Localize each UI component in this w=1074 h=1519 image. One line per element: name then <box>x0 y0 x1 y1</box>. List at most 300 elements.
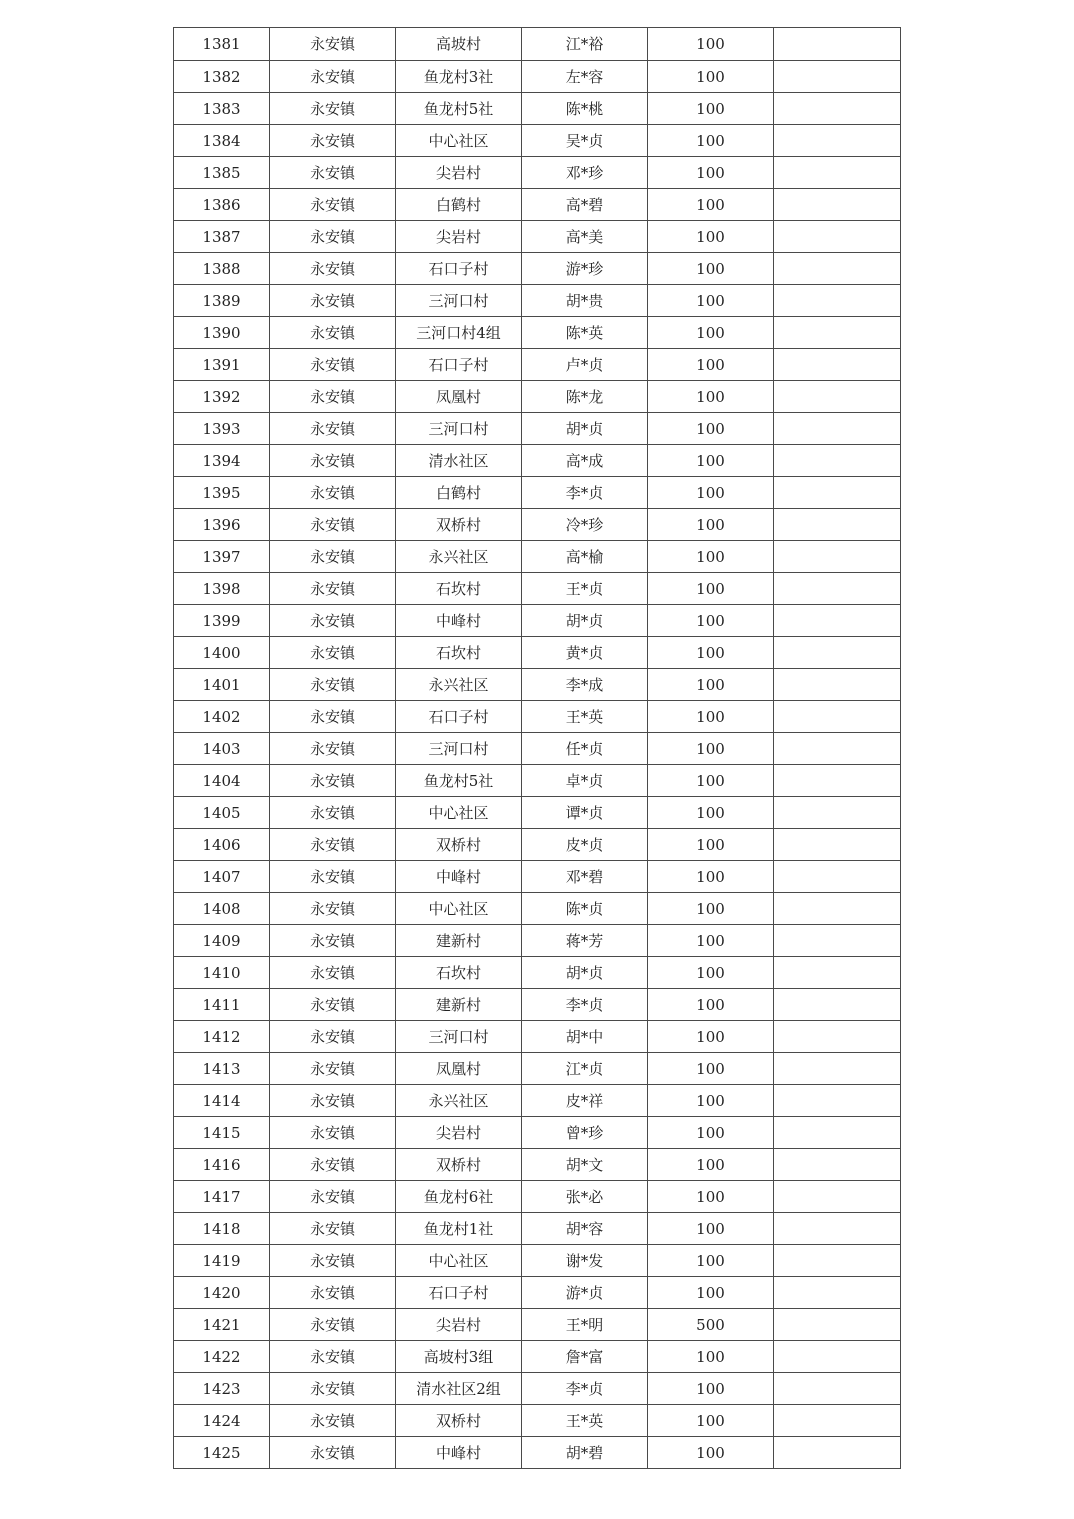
remark-cell <box>774 349 901 381</box>
town-cell: 永安镇 <box>270 925 396 957</box>
amount-cell: 500 <box>648 1309 774 1341</box>
amount-cell: 100 <box>648 1085 774 1117</box>
village-cell: 高坡村 <box>396 28 522 61</box>
village-cell: 鱼龙村5社 <box>396 765 522 797</box>
village-cell: 高坡村3组 <box>396 1341 522 1373</box>
serial-number-cell: 1394 <box>174 445 270 477</box>
table-row <box>174 637 901 669</box>
village-cell: 鱼龙村1社 <box>396 1213 522 1245</box>
person-name-cell: 江*裕 <box>522 28 648 61</box>
remark-cell <box>774 253 901 285</box>
serial-number-cell: 1398 <box>174 573 270 605</box>
remark-cell <box>774 541 901 573</box>
serial-number-cell: 1395 <box>174 477 270 509</box>
remark-cell <box>774 189 901 221</box>
serial-number-cell: 1415 <box>174 1117 270 1149</box>
table-row <box>174 925 901 957</box>
amount-cell: 100 <box>648 1373 774 1405</box>
serial-number-cell: 1393 <box>174 413 270 445</box>
table-row <box>174 605 901 637</box>
village-cell: 三河口村4组 <box>396 317 522 349</box>
serial-number-cell: 1396 <box>174 509 270 541</box>
serial-number-cell: 1405 <box>174 797 270 829</box>
person-name-cell: 高*榆 <box>522 541 648 573</box>
serial-number-cell: 1409 <box>174 925 270 957</box>
village-cell: 中心社区 <box>396 797 522 829</box>
person-name-cell: 谭*贞 <box>522 797 648 829</box>
remark-cell <box>774 1021 901 1053</box>
table-row <box>174 1341 901 1373</box>
town-cell: 永安镇 <box>270 509 396 541</box>
amount-cell: 100 <box>648 1405 774 1437</box>
table-row <box>174 93 901 125</box>
remark-cell <box>774 285 901 317</box>
town-cell: 永安镇 <box>270 701 396 733</box>
amount-cell: 100 <box>648 957 774 989</box>
table-row <box>174 509 901 541</box>
amount-cell: 100 <box>648 669 774 701</box>
village-cell: 石口子村 <box>396 701 522 733</box>
village-cell: 鱼龙村5社 <box>396 93 522 125</box>
remark-cell <box>774 317 901 349</box>
village-cell: 三河口村 <box>396 733 522 765</box>
town-cell: 永安镇 <box>270 1149 396 1181</box>
amount-cell: 100 <box>648 221 774 253</box>
table-row <box>174 285 901 317</box>
amount-cell: 100 <box>648 1053 774 1085</box>
town-cell: 永安镇 <box>270 445 396 477</box>
remark-cell <box>774 765 901 797</box>
amount-cell: 100 <box>648 1437 774 1469</box>
person-name-cell: 胡*贞 <box>522 605 648 637</box>
remark-cell <box>774 701 901 733</box>
remark-cell <box>774 861 901 893</box>
remark-cell <box>774 1181 901 1213</box>
remark-cell <box>774 28 901 61</box>
person-name-cell: 谢*发 <box>522 1245 648 1277</box>
village-cell: 石口子村 <box>396 349 522 381</box>
village-cell: 白鹤村 <box>396 189 522 221</box>
person-name-cell: 李*成 <box>522 669 648 701</box>
village-cell: 石口子村 <box>396 253 522 285</box>
table-row <box>174 1117 901 1149</box>
remark-cell <box>774 1309 901 1341</box>
village-cell: 永兴社区 <box>396 669 522 701</box>
table-row <box>174 829 901 861</box>
table-row <box>174 1213 901 1245</box>
town-cell: 永安镇 <box>270 605 396 637</box>
town-cell: 永安镇 <box>270 28 396 61</box>
village-cell: 清水社区 <box>396 445 522 477</box>
town-cell: 永安镇 <box>270 541 396 573</box>
town-cell: 永安镇 <box>270 829 396 861</box>
amount-cell: 100 <box>648 381 774 413</box>
amount-cell: 100 <box>648 605 774 637</box>
amount-cell: 100 <box>648 573 774 605</box>
town-cell: 永安镇 <box>270 1085 396 1117</box>
village-cell: 石坎村 <box>396 637 522 669</box>
village-cell: 石坎村 <box>396 573 522 605</box>
remark-cell <box>774 957 901 989</box>
remark-cell <box>774 829 901 861</box>
village-cell: 尖岩村 <box>396 157 522 189</box>
remark-cell <box>774 1405 901 1437</box>
remark-cell <box>774 1213 901 1245</box>
serial-number-cell: 1390 <box>174 317 270 349</box>
person-name-cell: 陈*英 <box>522 317 648 349</box>
village-cell: 双桥村 <box>396 829 522 861</box>
village-cell: 中心社区 <box>396 125 522 157</box>
amount-cell: 100 <box>648 1277 774 1309</box>
amount-cell: 100 <box>648 157 774 189</box>
amount-cell: 100 <box>648 829 774 861</box>
town-cell: 永安镇 <box>270 189 396 221</box>
village-cell: 尖岩村 <box>396 221 522 253</box>
town-cell: 永安镇 <box>270 1117 396 1149</box>
town-cell: 永安镇 <box>270 413 396 445</box>
village-cell: 凤凰村 <box>396 381 522 413</box>
table-row <box>174 445 901 477</box>
remark-cell <box>774 925 901 957</box>
village-cell: 尖岩村 <box>396 1309 522 1341</box>
remark-cell <box>774 509 901 541</box>
town-cell: 永安镇 <box>270 893 396 925</box>
town-cell: 永安镇 <box>270 1053 396 1085</box>
serial-number-cell: 1386 <box>174 189 270 221</box>
serial-number-cell: 1404 <box>174 765 270 797</box>
amount-cell: 100 <box>648 925 774 957</box>
amount-cell: 100 <box>648 1213 774 1245</box>
table-row <box>174 797 901 829</box>
table-row <box>174 1437 901 1469</box>
person-name-cell: 李*贞 <box>522 477 648 509</box>
table-row <box>174 477 901 509</box>
serial-number-cell: 1400 <box>174 637 270 669</box>
amount-cell: 100 <box>648 93 774 125</box>
serial-number-cell: 1413 <box>174 1053 270 1085</box>
serial-number-cell: 1417 <box>174 1181 270 1213</box>
village-cell: 中心社区 <box>396 893 522 925</box>
village-cell: 中峰村 <box>396 861 522 893</box>
person-name-cell: 吴*贞 <box>522 125 648 157</box>
village-cell: 三河口村 <box>396 413 522 445</box>
remark-cell <box>774 1053 901 1085</box>
table-row <box>174 1277 901 1309</box>
village-cell: 双桥村 <box>396 509 522 541</box>
table-row <box>174 861 901 893</box>
remark-cell <box>774 1277 901 1309</box>
town-cell: 永安镇 <box>270 285 396 317</box>
amount-cell: 100 <box>648 701 774 733</box>
table-row <box>174 413 901 445</box>
amount-cell: 100 <box>648 189 774 221</box>
remark-cell <box>774 157 901 189</box>
person-name-cell: 胡*容 <box>522 1213 648 1245</box>
person-name-cell: 邓*碧 <box>522 861 648 893</box>
table-row <box>174 157 901 189</box>
table-row <box>174 1181 901 1213</box>
remark-cell <box>774 477 901 509</box>
remark-cell <box>774 1373 901 1405</box>
serial-number-cell: 1399 <box>174 605 270 637</box>
remark-cell <box>774 1341 901 1373</box>
village-cell: 尖岩村 <box>396 1117 522 1149</box>
remark-cell <box>774 797 901 829</box>
serial-number-cell: 1411 <box>174 989 270 1021</box>
amount-cell: 100 <box>648 477 774 509</box>
remark-cell <box>774 381 901 413</box>
serial-number-cell: 1408 <box>174 893 270 925</box>
person-name-cell: 左*容 <box>522 61 648 93</box>
remark-cell <box>774 61 901 93</box>
person-name-cell: 任*贞 <box>522 733 648 765</box>
serial-number-cell: 1414 <box>174 1085 270 1117</box>
person-name-cell: 陈*龙 <box>522 381 648 413</box>
table-row <box>174 1405 901 1437</box>
person-name-cell: 李*贞 <box>522 1373 648 1405</box>
remark-cell <box>774 413 901 445</box>
remark-cell <box>774 125 901 157</box>
remark-cell <box>774 637 901 669</box>
amount-cell: 100 <box>648 125 774 157</box>
table-row <box>174 893 901 925</box>
amount-cell: 100 <box>648 413 774 445</box>
person-name-cell: 江*贞 <box>522 1053 648 1085</box>
person-name-cell: 张*必 <box>522 1181 648 1213</box>
remark-cell <box>774 1437 901 1469</box>
table-row <box>174 1149 901 1181</box>
serial-number-cell: 1383 <box>174 93 270 125</box>
person-name-cell: 胡*中 <box>522 1021 648 1053</box>
amount-cell: 100 <box>648 61 774 93</box>
remark-cell <box>774 1149 901 1181</box>
person-name-cell: 陈*桃 <box>522 93 648 125</box>
amount-cell: 100 <box>648 317 774 349</box>
table-row <box>174 349 901 381</box>
serial-number-cell: 1425 <box>174 1437 270 1469</box>
amount-cell: 100 <box>648 1181 774 1213</box>
table-row <box>174 1053 901 1085</box>
town-cell: 永安镇 <box>270 861 396 893</box>
amount-cell: 100 <box>648 765 774 797</box>
serial-number-cell: 1403 <box>174 733 270 765</box>
serial-number-cell: 1418 <box>174 1213 270 1245</box>
amount-cell: 100 <box>648 893 774 925</box>
table-row <box>174 989 901 1021</box>
town-cell: 永安镇 <box>270 1405 396 1437</box>
town-cell: 永安镇 <box>270 157 396 189</box>
table-row <box>174 125 901 157</box>
person-name-cell: 曾*珍 <box>522 1117 648 1149</box>
remark-cell <box>774 989 901 1021</box>
person-name-cell: 游*珍 <box>522 253 648 285</box>
person-name-cell: 高*碧 <box>522 189 648 221</box>
town-cell: 永安镇 <box>270 1437 396 1469</box>
remark-cell <box>774 221 901 253</box>
person-name-cell: 胡*文 <box>522 1149 648 1181</box>
table-row <box>174 1373 901 1405</box>
serial-number-cell: 1381 <box>174 28 270 61</box>
serial-number-cell: 1423 <box>174 1373 270 1405</box>
serial-number-cell: 1424 <box>174 1405 270 1437</box>
remark-cell <box>774 733 901 765</box>
amount-cell: 100 <box>648 285 774 317</box>
person-name-cell: 卢*贞 <box>522 349 648 381</box>
serial-number-cell: 1389 <box>174 285 270 317</box>
person-name-cell: 王*明 <box>522 1309 648 1341</box>
town-cell: 永安镇 <box>270 1373 396 1405</box>
village-cell: 鱼龙村3社 <box>396 61 522 93</box>
town-cell: 永安镇 <box>270 637 396 669</box>
town-cell: 永安镇 <box>270 317 396 349</box>
table-body <box>174 28 901 1469</box>
table-row <box>174 28 901 61</box>
village-cell: 三河口村 <box>396 1021 522 1053</box>
town-cell: 永安镇 <box>270 1213 396 1245</box>
person-name-cell: 高*成 <box>522 445 648 477</box>
serial-number-cell: 1388 <box>174 253 270 285</box>
serial-number-cell: 1416 <box>174 1149 270 1181</box>
person-name-cell: 胡*贵 <box>522 285 648 317</box>
amount-cell: 100 <box>648 1341 774 1373</box>
village-cell: 清水社区2组 <box>396 1373 522 1405</box>
table-row <box>174 221 901 253</box>
serial-number-cell: 1422 <box>174 1341 270 1373</box>
person-name-cell: 游*贞 <box>522 1277 648 1309</box>
village-cell: 白鹤村 <box>396 477 522 509</box>
town-cell: 永安镇 <box>270 221 396 253</box>
town-cell: 永安镇 <box>270 61 396 93</box>
serial-number-cell: 1410 <box>174 957 270 989</box>
town-cell: 永安镇 <box>270 1309 396 1341</box>
village-cell: 凤凰村 <box>396 1053 522 1085</box>
remark-cell <box>774 445 901 477</box>
person-name-cell: 胡*贞 <box>522 957 648 989</box>
table-row <box>174 1085 901 1117</box>
serial-number-cell: 1407 <box>174 861 270 893</box>
table-row <box>174 381 901 413</box>
person-name-cell: 詹*富 <box>522 1341 648 1373</box>
table-row <box>174 669 901 701</box>
person-name-cell: 胡*贞 <box>522 413 648 445</box>
serial-number-cell: 1392 <box>174 381 270 413</box>
village-cell: 双桥村 <box>396 1405 522 1437</box>
amount-cell: 100 <box>648 1117 774 1149</box>
town-cell: 永安镇 <box>270 1021 396 1053</box>
town-cell: 永安镇 <box>270 765 396 797</box>
subsidy-list-table <box>173 27 901 1469</box>
serial-number-cell: 1387 <box>174 221 270 253</box>
serial-number-cell: 1402 <box>174 701 270 733</box>
serial-number-cell: 1401 <box>174 669 270 701</box>
serial-number-cell: 1419 <box>174 1245 270 1277</box>
serial-number-cell: 1412 <box>174 1021 270 1053</box>
table-row <box>174 541 901 573</box>
amount-cell: 100 <box>648 445 774 477</box>
town-cell: 永安镇 <box>270 669 396 701</box>
person-name-cell: 李*贞 <box>522 989 648 1021</box>
village-cell: 三河口村 <box>396 285 522 317</box>
village-cell: 建新村 <box>396 925 522 957</box>
village-cell: 中峰村 <box>396 1437 522 1469</box>
person-name-cell: 胡*碧 <box>522 1437 648 1469</box>
table-row <box>174 61 901 93</box>
person-name-cell: 皮*祥 <box>522 1085 648 1117</box>
village-cell: 中心社区 <box>396 1245 522 1277</box>
town-cell: 永安镇 <box>270 1341 396 1373</box>
serial-number-cell: 1382 <box>174 61 270 93</box>
village-cell: 石坎村 <box>396 957 522 989</box>
table-row <box>174 189 901 221</box>
amount-cell: 100 <box>648 509 774 541</box>
town-cell: 永安镇 <box>270 733 396 765</box>
serial-number-cell: 1384 <box>174 125 270 157</box>
remark-cell <box>774 1245 901 1277</box>
remark-cell <box>774 573 901 605</box>
town-cell: 永安镇 <box>270 957 396 989</box>
person-name-cell: 黄*贞 <box>522 637 648 669</box>
person-name-cell: 皮*贞 <box>522 829 648 861</box>
amount-cell: 100 <box>648 349 774 381</box>
town-cell: 永安镇 <box>270 1181 396 1213</box>
table-row <box>174 1245 901 1277</box>
table-row <box>174 1309 901 1341</box>
person-name-cell: 冷*珍 <box>522 509 648 541</box>
table-row <box>174 957 901 989</box>
table-row <box>174 733 901 765</box>
village-cell: 永兴社区 <box>396 1085 522 1117</box>
person-name-cell: 蒋*芳 <box>522 925 648 957</box>
person-name-cell: 卓*贞 <box>522 765 648 797</box>
serial-number-cell: 1397 <box>174 541 270 573</box>
serial-number-cell: 1420 <box>174 1277 270 1309</box>
amount-cell: 100 <box>648 797 774 829</box>
serial-number-cell: 1385 <box>174 157 270 189</box>
table-row <box>174 573 901 605</box>
amount-cell: 100 <box>648 253 774 285</box>
remark-cell <box>774 605 901 637</box>
remark-cell <box>774 1085 901 1117</box>
town-cell: 永安镇 <box>270 253 396 285</box>
table-row <box>174 1021 901 1053</box>
amount-cell: 100 <box>648 637 774 669</box>
serial-number-cell: 1406 <box>174 829 270 861</box>
town-cell: 永安镇 <box>270 93 396 125</box>
person-name-cell: 王*英 <box>522 701 648 733</box>
village-cell: 石口子村 <box>396 1277 522 1309</box>
table-row <box>174 701 901 733</box>
amount-cell: 100 <box>648 861 774 893</box>
amount-cell: 100 <box>648 1149 774 1181</box>
amount-cell: 100 <box>648 1245 774 1277</box>
table-row <box>174 317 901 349</box>
town-cell: 永安镇 <box>270 125 396 157</box>
village-cell: 双桥村 <box>396 1149 522 1181</box>
remark-cell <box>774 669 901 701</box>
person-name-cell: 陈*贞 <box>522 893 648 925</box>
town-cell: 永安镇 <box>270 573 396 605</box>
village-cell: 鱼龙村6社 <box>396 1181 522 1213</box>
table-row <box>174 253 901 285</box>
person-name-cell: 邓*珍 <box>522 157 648 189</box>
serial-number-cell: 1391 <box>174 349 270 381</box>
town-cell: 永安镇 <box>270 1277 396 1309</box>
town-cell: 永安镇 <box>270 381 396 413</box>
town-cell: 永安镇 <box>270 477 396 509</box>
village-cell: 建新村 <box>396 989 522 1021</box>
table-row <box>174 765 901 797</box>
person-name-cell: 高*美 <box>522 221 648 253</box>
